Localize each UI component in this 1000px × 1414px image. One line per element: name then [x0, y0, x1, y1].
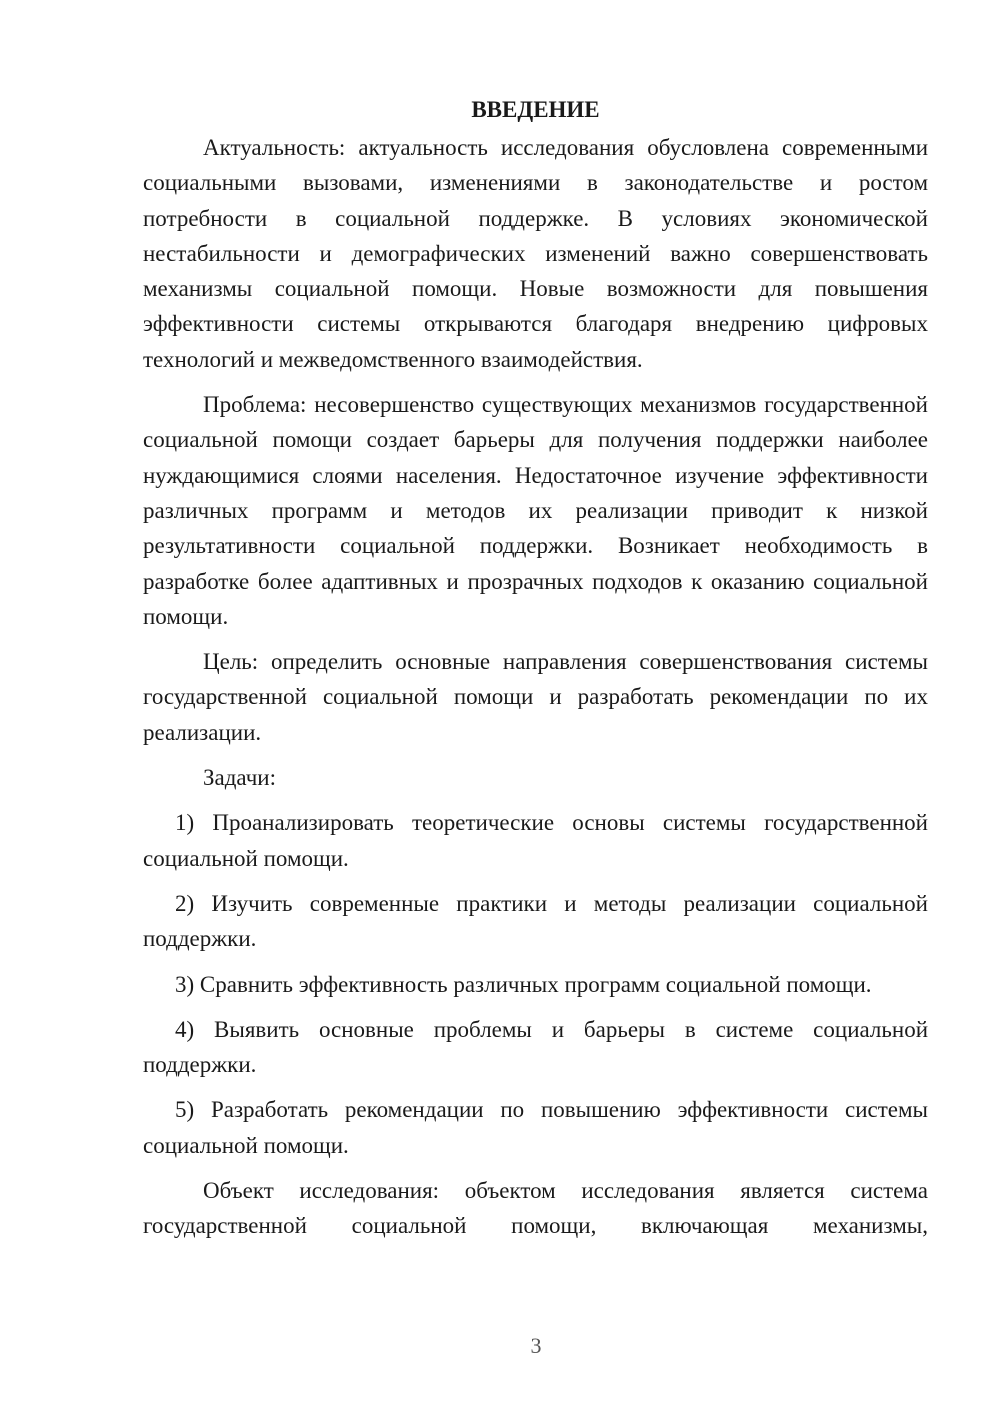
task-item-4: 4) Выявить основные проблемы и барьеры в системе социальной поддержки.: [143, 1016, 928, 1078]
task-item-3: 3) Сравнить эффективность различных программ социальной помощи.: [175, 971, 872, 997]
paragraph-problem: Проблема: несовершенство существующих механизмов государственной социальной помощи создает барьеры для получения поддержки наиболее нуждающимися слоями населения. Недостаточное изучение эффективности различных программ и методов их реализации приводит к низкой результативности социальной поддержки. Возникает необходимость в разработке более адаптивных и прозрачных подходов к оказанию социальной помощи.: [143, 392, 928, 629]
paragraph-relevance: Актуальность: актуальность исследования обусловлена современными социальными вызовами, изменениями в законодательстве и ростом потребности в социальной поддержке. В условиях экономической нестабильности и демографических изменений важно совершенствовать механизмы социальной помощи. Новые возможности для повышения эффективности системы открываются благодаря внедрению цифровых технологий и межведомственного взаимодействия.: [143, 135, 928, 372]
section-heading: ВВЕДЕНИЕ: [471, 97, 600, 122]
task-item-2: 2) Изучить современные практики и методы реализации социальной поддержки.: [143, 890, 928, 952]
page-number: 3: [530, 1333, 542, 1358]
paragraph-goal: Цель: определить основные направления совершенствования системы государственной социальной помощи и разработать рекомендации по их реализации.: [143, 649, 928, 745]
paragraph-object: Объект исследования: объектом исследования является система государственной социальной помощи, включающая механизмы,: [143, 1178, 928, 1239]
page-content: [143, 92, 928, 1244]
task-item-1: 1) Проанализировать теоретические основы системы государственной социальной помощи.: [143, 810, 928, 871]
tasks-label: Задачи:: [203, 765, 276, 791]
task-item-5: 5) Разработать рекомендации по повышению эффективности системы социальной помощи.: [143, 1097, 928, 1158]
